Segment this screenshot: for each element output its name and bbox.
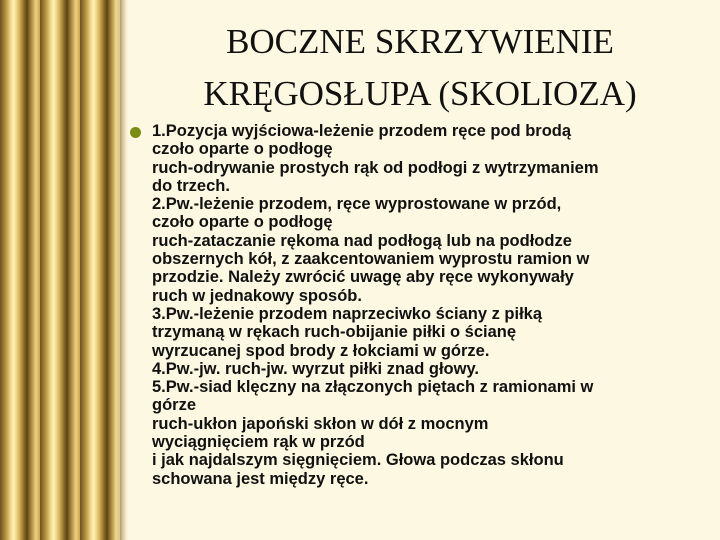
title-line-2: KRĘGOSŁUPA (SKOLIOZA)	[203, 74, 637, 113]
text-line: ruch-odrywanie prostych rąk od podłogi z wytrzymaniem	[152, 158, 599, 177]
bullet-text	[152, 122, 700, 488]
text-line: przodzie. Należy zwrócić uwagę aby ręce wykonywały	[152, 268, 574, 287]
text-line: do trzech.	[152, 176, 230, 195]
bullet-item	[130, 122, 700, 488]
text-line: ruch-ukłon japoński skłon w dół z mocnym	[152, 414, 489, 433]
slide-body	[130, 122, 700, 488]
text-line: 4.Pw.-jw. ruch-jw. wyrzut piłki znad głowy.	[152, 359, 479, 378]
text-line: i jak najdalszym sięgnięciem. Głowa podczas skłonu	[152, 451, 564, 470]
text-line: ruch-zataczanie rękoma nad podłogą lub na podłodze	[152, 231, 572, 250]
title-line-1: BOCZNE SKRZYWIENIE	[226, 22, 614, 61]
text-line: 5.Pw.-siad klęczny na złączonych piętach z ramionami w	[152, 378, 594, 397]
text-line: 3.Pw.-leżenie przodem naprzeciwko ściany z piłką	[152, 304, 543, 323]
text-line: czoło oparte o podłogę	[152, 213, 333, 232]
text-line: ruch w jednakowy sposób.	[152, 286, 362, 305]
gold-striped-border	[0, 0, 128, 540]
text-line: wyciągnięciem rąk w przód	[152, 433, 365, 452]
slide-title	[160, 16, 680, 120]
text-line: 1.Pozycja wyjściowa-leżenie przodem ręce pod brodą	[152, 122, 572, 140]
text-line: wyrzucanej spod brody z łokciami w górze.	[152, 341, 490, 360]
bullet-dot-icon	[130, 127, 141, 138]
text-line: czoło oparte o podłogę	[152, 140, 333, 159]
text-line: schowana jest między ręce.	[152, 469, 369, 488]
text-line: 2.Pw.-leżenie przodem, ręce wyprostowane w przód,	[152, 195, 562, 214]
text-line: górze	[152, 396, 197, 415]
text-line: obszernych kół, z zaakcentowaniem wyprostu ramion w	[152, 250, 590, 269]
text-line: trzymaną w rękach ruch-obijanie piłki o ścianę	[152, 323, 517, 342]
